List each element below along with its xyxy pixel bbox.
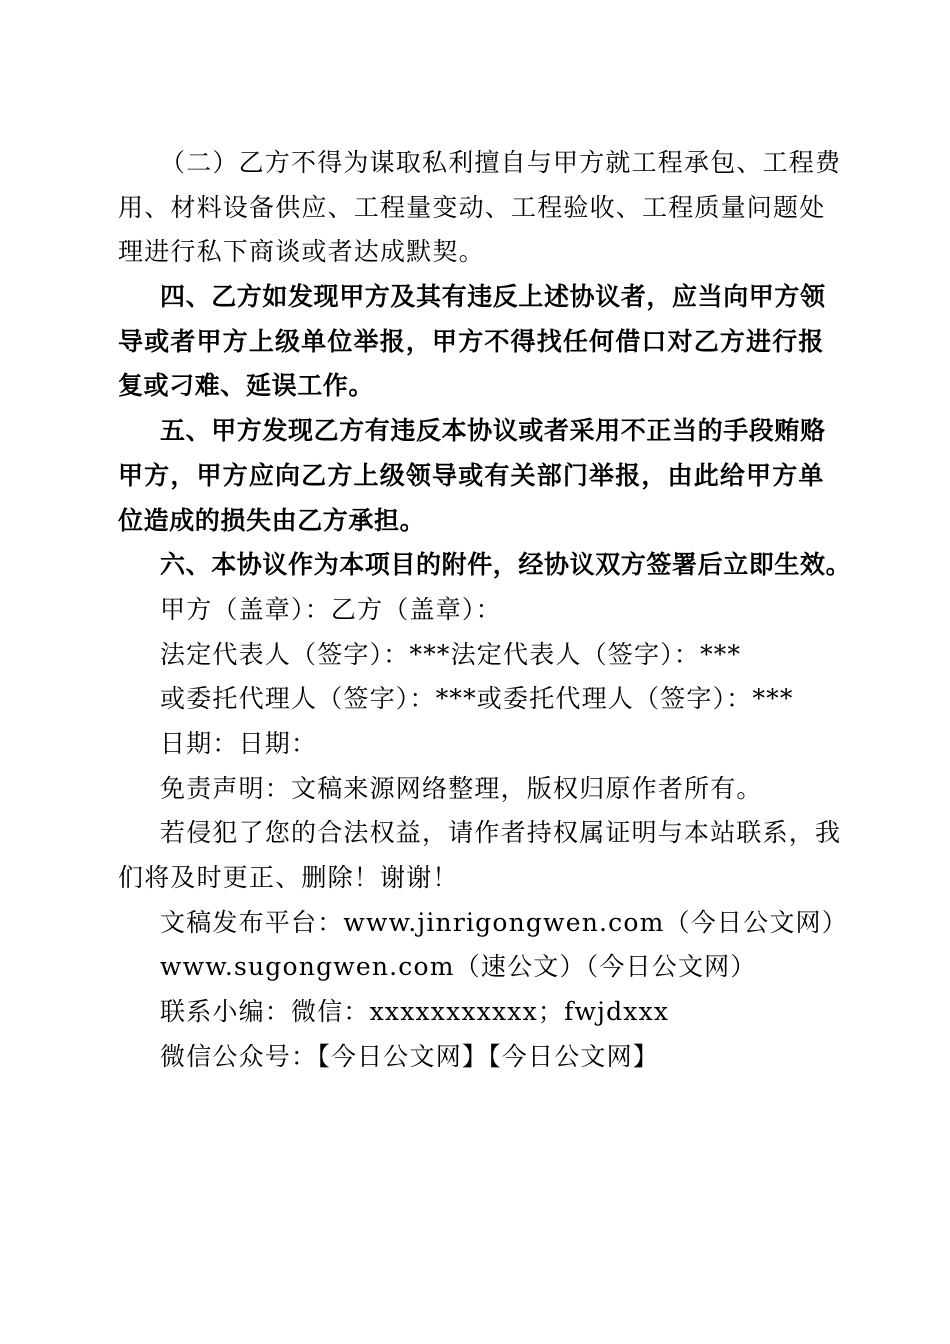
text-line: 理进行私下商谈或者达成默契。 — [118, 237, 485, 267]
text-line: （二）乙方不得为谋取私利擅自与甲方就工程承包、工程费 — [160, 148, 842, 177]
text-line: 用、材料设备供应、工程量变动、工程验收、工程质量问题处 — [118, 192, 826, 222]
paragraph-5 — [118, 409, 824, 543]
paragraph-6: 六、本协议作为本项目的附件，经协议双方签署后立即生效。 — [160, 550, 852, 580]
text-line: 四、乙方如发现甲方及其有违反上述协议者，应当向甲方领 — [160, 282, 826, 312]
infringe-notice-cont: 们将及时更正、删除！谢谢！ — [118, 863, 459, 892]
infringe-notice: 若侵犯了您的合法权益，请作者持权属证明与本站联系，我 — [160, 818, 842, 848]
legal-rep-line: 法定代表人（签字）：***法定代表人（签字）：*** — [160, 639, 742, 669]
wechat-line: 微信公众号：【今日公文网】【今日公文网】 — [160, 1041, 660, 1071]
paragraph-2 — [118, 141, 842, 275]
seal-line: 甲方（盖章）：乙方（盖章）： — [160, 594, 502, 624]
text-line: 五、甲方发现乙方有违反本协议或者采用不正当的手段贿赂 — [160, 416, 826, 446]
text-line: 导或者甲方上级单位举报，甲方不得找任何借口对乙方进行报 — [118, 326, 824, 356]
signature-block — [118, 588, 824, 767]
document-page — [118, 141, 852, 1079]
platform-line-2: www.sugongwen.com（速公文）（今日公文网） — [160, 952, 757, 982]
text-line: 位造成的损失由乙方承担。 — [118, 505, 426, 535]
text-line: 甲方，甲方应向乙方上级领导或有关部门举报，由此给甲方单 — [118, 460, 824, 490]
agent-line: 或委托代理人（签字）：***或委托代理人（签字）：*** — [160, 684, 794, 714]
text-line: 复或刁难、延误工作。 — [118, 371, 375, 401]
platform-line: 文稿发布平台：www.jinrigongwen.com（今日公文网） — [160, 907, 848, 937]
date-line: 日期：日期： — [160, 728, 318, 758]
paragraph-4 — [118, 275, 824, 409]
contact-line: 联系小编：微信：xxxxxxxxxxx；fwjdxxx — [160, 997, 670, 1027]
footer-notice — [118, 767, 848, 1080]
disclaimer: 免责声明：文稿来源网络整理，版权归原作者所有。 — [160, 773, 763, 803]
